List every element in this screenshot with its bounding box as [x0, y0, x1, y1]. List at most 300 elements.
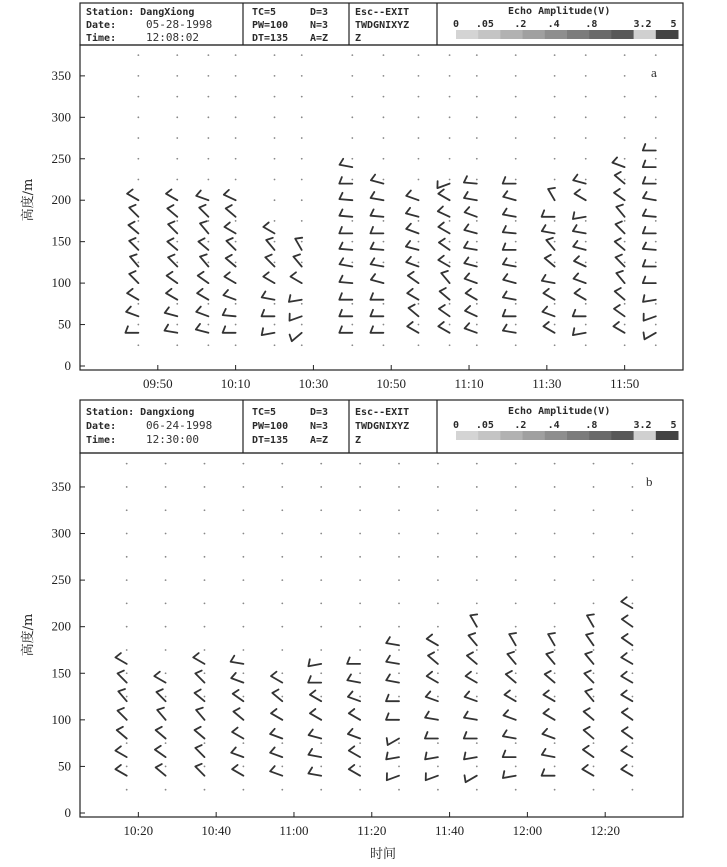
wind-barb: [546, 238, 554, 250]
grid-dot: [235, 241, 237, 243]
wind-barb: [118, 708, 127, 720]
grid-dot: [655, 179, 657, 181]
grid-dot: [176, 241, 178, 243]
wind-barb: [573, 310, 586, 317]
grid-dot: [437, 533, 439, 535]
amplitude-scale-cell: [589, 30, 612, 39]
wind-barb: [441, 271, 449, 283]
wind-barb: [370, 293, 383, 300]
grid-dot: [593, 556, 595, 558]
y-tick-label: 0: [64, 805, 71, 820]
grid-dot: [632, 579, 634, 581]
grid-dot: [320, 672, 322, 674]
grid-dot: [624, 137, 626, 139]
wind-barb: [585, 689, 593, 701]
wind-barb: [407, 289, 418, 300]
grid-dot: [655, 137, 657, 139]
grid-dot: [126, 649, 128, 651]
grid-dot: [655, 54, 657, 56]
wind-barb: [308, 676, 321, 683]
grid-dot: [632, 742, 634, 744]
amplitude-scale-cell: [500, 30, 523, 39]
wind-barb: [542, 769, 555, 776]
wind-barb: [505, 690, 516, 701]
y-tick-label: 150: [51, 665, 71, 681]
panel-b-scale-title: Echo Amplitude(V): [508, 406, 611, 417]
panel-b-plot-frame: [80, 453, 683, 817]
wind-barb: [223, 326, 236, 333]
grid-dot: [585, 344, 587, 346]
wind-barb: [616, 255, 625, 267]
panel-b-z: Z: [355, 435, 362, 446]
grid-dot: [585, 75, 587, 77]
grid-dot: [176, 261, 178, 263]
grid-dot: [274, 344, 276, 346]
x-tick-label: 10:20: [123, 823, 154, 838]
grid-dot: [204, 463, 206, 465]
wind-barb: [226, 255, 236, 267]
wind-barb: [438, 189, 449, 200]
wind-barb: [118, 671, 127, 683]
wind-barb: [464, 192, 477, 200]
grid-dot: [165, 579, 167, 581]
grid-dot: [235, 261, 237, 263]
wind-barb: [262, 310, 275, 317]
grid-dot: [515, 556, 517, 558]
grid-dot: [235, 116, 237, 118]
amplitude-scale-cell: [456, 431, 479, 440]
grid-dot: [383, 116, 385, 118]
grid-dot: [398, 766, 400, 768]
panel-a-n: N=3: [310, 20, 329, 31]
grid-dot: [359, 509, 361, 511]
x-tick-label: 11:00: [279, 823, 309, 838]
wind-barb: [425, 712, 438, 720]
wind-barb: [339, 293, 352, 300]
wind-barb: [573, 212, 586, 219]
grid-dot: [281, 742, 283, 744]
y-tick-label: 350: [51, 478, 71, 494]
grid-dot: [437, 649, 439, 651]
wind-barb: [542, 307, 554, 317]
wind-barb: [406, 191, 418, 201]
panel-a-time: 12:08:02: [146, 31, 199, 44]
panel-a-date-label: Date:: [86, 20, 117, 31]
grid-dot: [476, 509, 478, 511]
wind-barb: [643, 260, 656, 267]
grid-dot: [476, 116, 478, 118]
wind-barb: [349, 709, 360, 720]
wind-barb: [127, 289, 138, 300]
wind-barb: [371, 274, 384, 283]
wind-barb: [262, 292, 275, 300]
grid-dot: [632, 533, 634, 535]
wind-barb: [503, 177, 516, 184]
grid-dot: [207, 179, 209, 181]
grid-dot: [554, 556, 556, 558]
grid-dot: [418, 220, 420, 222]
x-tick-label: 10:10: [220, 376, 251, 391]
grid-dot: [176, 220, 178, 222]
panel-b-y-axis-label: 高度/m: [21, 613, 36, 657]
grid-dot: [554, 54, 556, 56]
wind-barb: [470, 614, 477, 626]
grid-dot: [593, 766, 595, 768]
grid-dot: [585, 179, 587, 181]
wind-barb: [339, 310, 352, 317]
wind-barb: [165, 307, 178, 316]
grid-dot: [437, 463, 439, 465]
wind-barb: [427, 635, 438, 646]
grid-dot: [515, 766, 517, 768]
wind-barb: [465, 273, 477, 283]
grid-dot: [418, 241, 420, 243]
grid-dot: [383, 179, 385, 181]
grid-dot: [274, 199, 276, 201]
wind-barb: [406, 241, 419, 250]
grid-dot: [632, 789, 634, 791]
grid-dot: [176, 116, 178, 118]
grid-dot: [207, 220, 209, 222]
wind-barb: [371, 243, 384, 250]
grid-dot: [274, 96, 276, 98]
wind-barb: [425, 753, 438, 760]
grid-dot: [515, 602, 517, 604]
grid-dot: [320, 486, 322, 488]
grid-dot: [418, 96, 420, 98]
wind-barb: [643, 295, 656, 302]
grid-dot: [624, 116, 626, 118]
wind-barb: [129, 271, 138, 283]
grid-dot: [476, 556, 478, 558]
grid-dot: [176, 324, 178, 326]
grid-dot: [351, 75, 353, 77]
wind-barb: [156, 764, 166, 776]
grid-dot: [515, 533, 517, 535]
grid-dot: [242, 509, 244, 511]
wind-barb: [621, 653, 632, 664]
wind-barb: [467, 652, 477, 664]
amplitude-scale-label: .05: [475, 420, 494, 431]
panel-b-grid-dots: [126, 463, 634, 791]
wind-barb: [621, 746, 632, 757]
wind-barb: [339, 326, 352, 333]
grid-dot: [383, 54, 385, 56]
grid-dot: [655, 324, 657, 326]
grid-dot: [554, 486, 556, 488]
y-tick-label: 0: [64, 358, 71, 373]
grid-dot: [351, 179, 353, 181]
wind-barb: [272, 690, 282, 702]
grid-dot: [137, 303, 139, 305]
grid-dot: [301, 96, 303, 98]
grid-dot: [351, 96, 353, 98]
grid-dot: [235, 303, 237, 305]
grid-dot: [242, 742, 244, 744]
wind-barb: [308, 749, 321, 757]
wind-barb: [546, 652, 554, 664]
grid-dot: [655, 261, 657, 263]
wind-barb: [621, 690, 632, 701]
panel-b-amplitude-scale: [453, 420, 679, 440]
grid-dot: [515, 261, 517, 263]
wind-barb: [291, 272, 302, 283]
amplitude-scale-label: .4: [547, 19, 560, 30]
grid-dot: [207, 241, 209, 243]
grid-dot: [176, 303, 178, 305]
grid-dot: [242, 626, 244, 628]
wind-barb: [622, 634, 633, 645]
amplitude-scale-cell: [456, 30, 479, 39]
x-tick-label: 11:30: [532, 376, 562, 391]
wind-barb: [309, 730, 322, 739]
wind-barb: [231, 673, 243, 683]
grid-dot: [274, 261, 276, 263]
grid-dot: [126, 672, 128, 674]
wind-barb: [197, 289, 208, 300]
wind-barb: [168, 221, 177, 233]
amplitude-scale-label: 0: [452, 19, 460, 30]
amplitude-scale-cell: [567, 431, 590, 440]
amplitude-scale-label: 5: [670, 19, 677, 30]
grid-dot: [204, 742, 206, 744]
grid-dot: [274, 54, 276, 56]
grid-dot: [301, 137, 303, 139]
wind-barb: [115, 746, 126, 757]
grid-dot: [554, 463, 556, 465]
wind-barb: [464, 176, 477, 183]
wind-barb: [263, 223, 274, 234]
grid-dot: [398, 556, 400, 558]
grid-dot: [126, 556, 128, 558]
amplitude-scale-cell: [656, 431, 679, 440]
grid-dot: [554, 116, 556, 118]
grid-dot: [383, 137, 385, 139]
grid-dot: [301, 344, 303, 346]
wind-barb: [271, 672, 282, 683]
amplitude-scale-cell: [500, 431, 523, 440]
grid-dot: [624, 303, 626, 305]
grid-dot: [351, 116, 353, 118]
grid-dot: [165, 486, 167, 488]
amplitude-scale-cell: [523, 30, 546, 39]
grid-dot: [320, 533, 322, 535]
wind-barb: [270, 747, 282, 757]
wind-barb: [465, 306, 477, 316]
grid-dot: [476, 220, 478, 222]
grid-dot: [418, 344, 420, 346]
grid-dot: [126, 742, 128, 744]
wind-barb: [231, 656, 244, 664]
wind-barb: [308, 659, 321, 666]
grid-dot: [204, 696, 206, 698]
wind-barb: [621, 672, 632, 683]
grid-dot: [554, 179, 556, 181]
wind-barb: [503, 226, 516, 233]
wind-barb: [310, 690, 321, 701]
wind-barb: [643, 192, 656, 200]
wind-barb: [371, 209, 384, 216]
grid-dot: [301, 241, 303, 243]
grid-dot: [359, 486, 361, 488]
grid-dot: [593, 463, 595, 465]
y-tick-label: 200: [51, 618, 71, 634]
wind-barb: [614, 189, 625, 200]
grid-dot: [137, 261, 139, 263]
panel-b-plot: [20, 453, 683, 838]
grid-dot: [418, 158, 420, 160]
grid-dot: [137, 137, 139, 139]
wind-barb: [226, 238, 235, 250]
grid-dot: [126, 533, 128, 535]
grid-dot: [476, 486, 478, 488]
grid-dot: [632, 602, 634, 604]
wind-barb: [370, 310, 383, 317]
wind-barb: [466, 672, 477, 683]
grid-dot: [476, 303, 478, 305]
wind-barb: [425, 732, 438, 739]
wind-barb: [427, 672, 438, 683]
grid-dot: [274, 241, 276, 243]
grid-dot: [476, 75, 478, 77]
wind-barb: [507, 652, 515, 664]
grid-dot: [554, 509, 556, 511]
wind-barb: [504, 710, 516, 720]
grid-dot: [476, 696, 478, 698]
wind-barb: [614, 305, 625, 316]
grid-dot: [437, 789, 439, 791]
wind-barb: [310, 709, 321, 720]
grid-dot: [204, 626, 206, 628]
wind-barb: [370, 326, 383, 333]
grid-dot: [351, 158, 353, 160]
grid-dot: [281, 672, 283, 674]
grid-dot: [449, 220, 451, 222]
wind-barb: [466, 289, 477, 300]
wind-barb: [196, 708, 204, 720]
wind-barb: [644, 332, 656, 339]
grid-dot: [320, 789, 322, 791]
grid-dot: [554, 742, 556, 744]
amplitude-scale-cell: [634, 30, 657, 39]
grid-dot: [476, 463, 478, 465]
amplitude-scale-cell: [567, 30, 590, 39]
wind-barb: [465, 692, 477, 702]
wind-barb: [406, 208, 419, 217]
y-tick-label: 50: [58, 758, 71, 774]
wind-barb: [167, 238, 177, 250]
grid-dot: [320, 766, 322, 768]
x-tick-label: 12:00: [512, 823, 543, 838]
wind-barb: [339, 177, 352, 184]
grid-dot: [476, 179, 478, 181]
wind-barb: [509, 633, 516, 645]
grid-dot: [449, 179, 451, 181]
wind-barb: [426, 692, 438, 702]
amplitude-scale-cell: [656, 30, 679, 39]
grid-dot: [624, 179, 626, 181]
grid-dot: [320, 696, 322, 698]
wind-barb: [223, 290, 235, 300]
grid-dot: [585, 158, 587, 160]
grid-dot: [515, 241, 517, 243]
panel-b-header: [80, 400, 683, 453]
wind-barb: [270, 766, 282, 776]
wind-barb: [615, 172, 625, 184]
grid-dot: [585, 220, 587, 222]
wind-barb: [574, 256, 586, 266]
grid-dot: [235, 137, 237, 139]
wind-barb: [262, 328, 275, 335]
grid-dot: [449, 344, 451, 346]
grid-dot: [351, 324, 353, 326]
grid-dot: [398, 649, 400, 651]
grid-dot: [207, 96, 209, 98]
grid-dot: [204, 486, 206, 488]
panel-b-date-label: Date:: [86, 421, 117, 432]
grid-dot: [274, 303, 276, 305]
grid-dot: [235, 324, 237, 326]
grid-dot: [351, 137, 353, 139]
amplitude-scale-cell: [611, 30, 634, 39]
wind-barb: [503, 191, 516, 200]
wind-barb: [438, 207, 450, 217]
grid-dot: [398, 533, 400, 535]
grid-dot: [281, 649, 283, 651]
grid-dot: [554, 602, 556, 604]
grid-dot: [351, 261, 353, 263]
wind-barb: [464, 224, 477, 233]
wind-barb: [348, 692, 360, 702]
grid-dot: [437, 626, 439, 628]
grid-dot: [449, 303, 451, 305]
wind-barb: [643, 209, 656, 216]
wind-barb: [616, 271, 624, 283]
grid-dot: [165, 672, 167, 674]
wind-barb: [386, 637, 399, 645]
grid-dot: [137, 116, 139, 118]
wind-barb: [621, 765, 632, 776]
wind-barb: [587, 614, 594, 626]
grid-dot: [476, 533, 478, 535]
grid-dot: [515, 672, 517, 674]
wind-barb: [438, 223, 449, 234]
grid-dot: [398, 579, 400, 581]
wind-barb: [584, 671, 593, 683]
grid-dot: [515, 742, 517, 744]
wind-barb: [545, 671, 555, 683]
wind-barb: [542, 749, 555, 757]
wind-barb: [126, 307, 138, 317]
y-tick-label: 200: [51, 192, 71, 208]
grid-dot: [242, 602, 244, 604]
panel-b-time: 12:30:00: [146, 433, 199, 446]
grid-dot: [320, 509, 322, 511]
grid-dot: [632, 556, 634, 558]
grid-dot: [242, 579, 244, 581]
wind-barb: [196, 307, 208, 317]
wind-barb: [115, 653, 126, 664]
amplitude-scale-label: 3.2: [633, 19, 652, 30]
grid-dot: [554, 241, 556, 243]
grid-dot: [301, 54, 303, 56]
wind-barb: [543, 289, 554, 300]
grid-dot: [515, 96, 517, 98]
wind-barb: [503, 310, 516, 317]
grid-dot: [383, 324, 385, 326]
grid-dot: [242, 533, 244, 535]
wind-barb: [387, 738, 399, 745]
